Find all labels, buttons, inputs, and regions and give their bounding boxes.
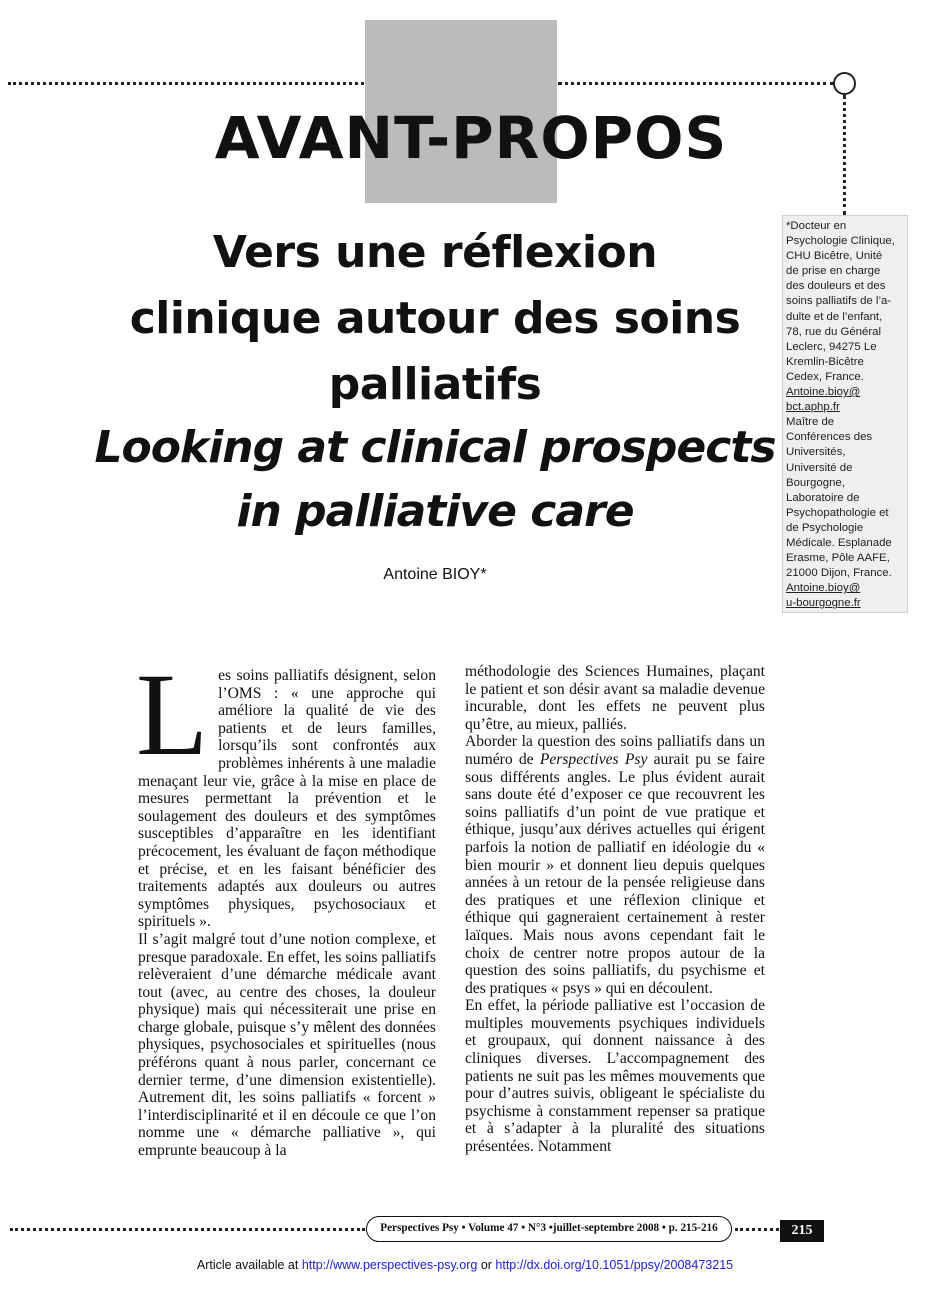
note-line: Cedex, France. [786,370,864,383]
body-column-left [136,649,436,1160]
note-line: Universités, [786,446,846,459]
title-english [90,416,780,544]
author-affiliation-note [782,215,908,613]
doi-link[interactable]: http://dx.doi.org/10.1051/ppsy/2008473215 [495,1258,734,1272]
title-en-line: Looking at clinical prospects [94,422,776,473]
page-number: 215 [780,1220,824,1242]
paragraph: Les soins palliatifs désignent, selon l’OMS : « une approche qui améliore la qualité de vie des patients et de leurs familles, lorsqu’ils sont confrontés aux problèmes inhérents à une maladie menaçant leur vie, grâce à la mise en place de mesures permettant la prévention et le soulagement des douleurs et des symptômes susceptibles d’apparaître en les identifiant précocement, les évaluant de façon méthodique et précise, et en les faisant bénéficier des traitements adaptés aux douleurs ou autres symptômes physiques, psychosociaux et spirituels ». [136,649,436,931]
email-link-1b[interactable]: bct.aphp.fr [786,401,840,414]
note-line: Université de [786,461,853,474]
author-name: Antoine BIOY* [383,566,487,583]
note-line: 78, rue du Général [786,325,881,338]
top-dotted-rule-left [8,82,364,85]
note-line: des douleurs et des [786,280,886,293]
title-en-line: in palliative care [236,486,634,537]
body-column-right [465,663,765,1156]
title-fr-line: palliatifs [328,359,542,410]
note-line: 21000 Dijon, France. [786,567,892,580]
top-dotted-rule-right [558,82,834,85]
section-kicker: AVANT-PROPOS [214,104,728,172]
note-line: Laboratoire de [786,491,860,504]
note-line: de prise en charge [786,265,881,278]
note-line: *Docteur en [786,220,847,232]
note-line: Kremlin-Bicêtre [786,355,864,368]
email-link-2a[interactable]: Antoine.bioy@ [786,582,861,595]
availability-notice: Article available at http://www.perspectives-psy.org or http://dx.doi.org/10.1051/ppsy/2008473215 [196,1258,734,1272]
note-line: Psychologie Clinique, [786,235,895,248]
paragraph: Il s’agit malgré tout d’une notion complexe, et presque paradoxale. En effet, les soins palliatifs relèveraient d’une démarche médicale avant tout (avec, au centre des choses, la douleur physique) mais qui nécessiterait une prise en charge globale, puisque s’y mêlent des données physiques, psychosociales et spirituelles (nous préférons quant à nous parler, concernant ce dernier terme, d’une dimension existentielle). Autrement dit, les soins palliatifs « forcent » l’interdisciplinarité et il en découle ce que l’on nomme une « démarche palliative », qui emprunte beaucoup à la [138,930,436,1160]
email-link-1a[interactable]: Antoine.bioy@ [786,386,861,399]
footer-dotted-rule-left [10,1228,365,1231]
paragraph: méthodologie des Sciences Humaines, plaçant le patient et son désir avant sa maladie devenue incurable, dont les effets ne peuvent plus qu’être, au mieux, palliés. [465,663,765,733]
note-line: CHU Bicêtre, Unité [786,250,883,263]
note-line: Erasme, Pôle AAFE, [786,552,890,565]
email-link-2b[interactable]: u-bourgogne.fr [786,597,861,610]
title-fr-line: clinique autour des soins [129,293,741,344]
note-line: de Psychologie [786,521,864,534]
title-french [110,220,760,418]
footer-dotted-rule-right [735,1228,779,1231]
paragraph: Aborder la question des soins palliatifs dans un numéro de Perspectives Psy aurait pu se faire sous différents angles. Le plus évident aurait sans doute été d’exposer ce que recouvrent les soins palliatifs d’un point de vue pratique et éthique, jusqu’aux dérives actuelles qui érigent parfois la notion de palliatif en idéologie du « bien mourir » et donnent lieu depuis quelques années à un retour de la pensée religieuse dans des pratiques et une réflexion clinique et éthique qui gagneraient certainement à rester laïques. Mais nous avons cependant fait le choix de centrer notre propos autour de la question des soins palliatifs, du psychisme et des pratiques « psys » qui en découlent. [465,733,765,997]
site-link[interactable]: http://www.perspectives-psy.org [301,1258,478,1272]
note-line: Conférences des [786,431,873,444]
note-line: Leclerc, 94275 Le [786,340,877,353]
circle-ornament-icon [833,72,856,95]
note-line: Maître de [786,416,835,429]
journal-name: Perspectives Psy [539,750,648,768]
note-line: soins palliatifs de l’a- [786,295,892,308]
paragraph: En effet, la période palliative est l’occasion de multiples mouvements psychiques individuels et groupaux, qui donnent naissance à des cliniques diverses. L’accompagnement des patients ne suit pas les mêmes mouvements que pour d’autres suivis, obligeant le spécialiste du psychisme à constamment repenser sa pratique et à s’adapter à la pluralité des situations présentées. Notamment [465,997,765,1156]
note-line: Médicale. Esplanade [786,536,892,549]
note-line: Bourgogne, [786,476,845,489]
journal-citation-badge: Perspectives Psy • Volume 47 • N°3 •juillet-septembre 2008 • p. 215-216 [366,1216,732,1242]
drop-cap: L [136,649,209,780]
title-fr-line: Vers une réflexion [212,227,658,278]
note-line: dulte et de l’enfant, [786,310,883,323]
note-line: Psychopathologie et [786,506,889,519]
